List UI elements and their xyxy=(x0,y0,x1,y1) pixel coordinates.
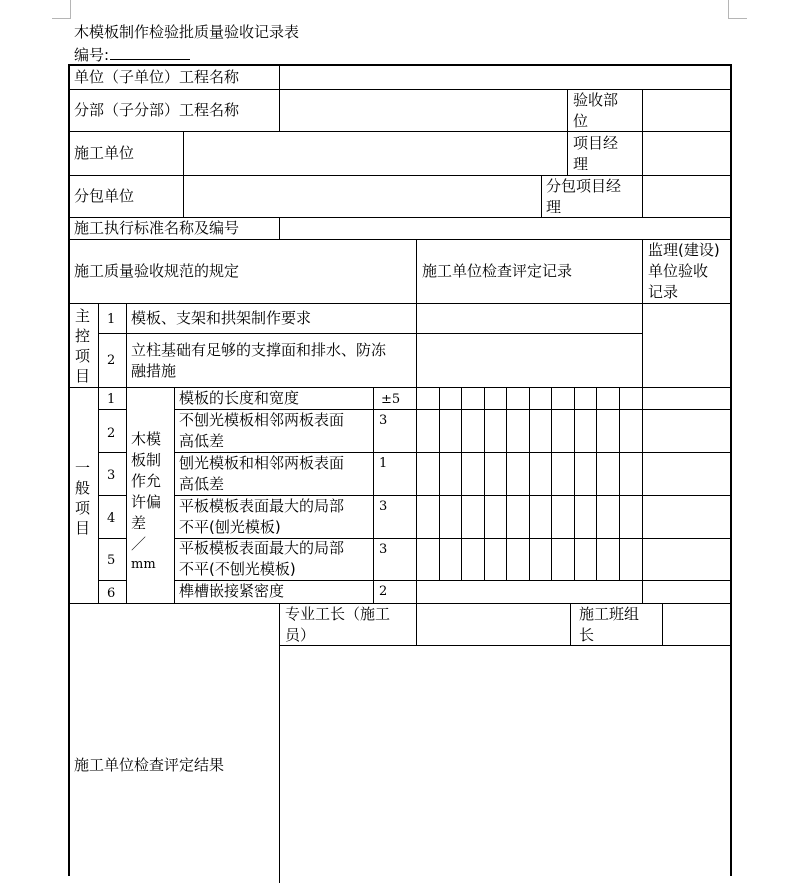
general-item-text-line1: 刨光模板和相邻两板表面 xyxy=(179,454,345,472)
general-item-number: 3 xyxy=(107,468,116,483)
general-item-number: 5 xyxy=(107,553,116,568)
foreman-value[interactable] xyxy=(417,604,570,645)
tolerance-group-label: ／ xyxy=(131,535,147,553)
main-items-label-char: 项 xyxy=(75,347,91,365)
general-item-tolerance: 3 xyxy=(379,413,388,428)
general-item-tolerance: ±5 xyxy=(381,392,401,407)
general-items-label-char: 目 xyxy=(75,519,91,537)
general-items-label-char: 项 xyxy=(75,499,91,517)
tolerance-group-label: mm xyxy=(131,557,156,572)
main-item-text-line1: 立柱基础有足够的支撑面和排水、防冻 xyxy=(131,341,387,359)
spec-header: 施工质量验收规范的规定 xyxy=(74,262,240,280)
tolerance-group-label: 许偏 xyxy=(131,493,162,511)
check-result-label: 施工单位检查评定结果 xyxy=(74,756,225,774)
team-leader-value[interactable] xyxy=(663,604,730,645)
general-item-tolerance: 2 xyxy=(379,584,388,599)
general-items-check-grid[interactable] xyxy=(417,388,642,603)
unit-project-label: 单位（子单位）工程名称 xyxy=(74,68,240,86)
unit-project-value[interactable] xyxy=(280,66,730,89)
construction-unit-value[interactable] xyxy=(184,132,567,175)
division-project-value[interactable] xyxy=(280,90,567,131)
general-item-text-line1: 不刨光模板相邻两板表面 xyxy=(179,411,345,429)
general-item-number: 4 xyxy=(107,511,116,526)
main-item-check-cell[interactable] xyxy=(417,304,642,333)
check-result-value[interactable] xyxy=(280,646,730,876)
acceptance-dept-label-line1: 验收部 xyxy=(573,91,619,109)
team-leader-label-line2: 长 xyxy=(579,626,595,644)
inspection-record-table xyxy=(68,64,732,876)
main-item-number: 1 xyxy=(107,312,116,327)
main-item-text: 模板、支架和拱架制作要求 xyxy=(131,309,312,327)
project-manager-label-line2: 理 xyxy=(573,155,589,173)
construction-unit-label: 施工单位 xyxy=(74,144,135,162)
main-item-text-line2: 融措施 xyxy=(131,362,177,380)
main-items-supervision-cell[interactable] xyxy=(643,304,730,387)
subcontract-unit-value[interactable] xyxy=(184,176,541,217)
general-item-text-line2: 高低差 xyxy=(179,475,225,493)
tolerance-group-label: 木模 xyxy=(131,430,162,448)
document-number-field[interactable] xyxy=(110,45,190,60)
tolerance-group-label: 板制 xyxy=(131,451,162,469)
foreman-label-line1: 专业工长（施工 xyxy=(285,605,391,623)
tolerance-group-label: 作允 xyxy=(131,472,162,490)
tolerance-group-label: 差 xyxy=(131,514,147,532)
document-title: 木模板制作检验批质量验收记录表 xyxy=(74,23,300,41)
general-item-text-line1: 平板模板表面最大的局部 xyxy=(179,539,345,557)
general-items-supervision-cell[interactable] xyxy=(643,388,730,603)
foreman-label-line2: 员） xyxy=(285,626,316,644)
general-item-text: 模板的长度和宽度 xyxy=(179,389,300,407)
acceptance-dept-value[interactable] xyxy=(643,90,730,131)
main-items-label-char: 控 xyxy=(75,327,91,345)
general-item-text-line2: 不平(刨光模板) xyxy=(179,518,281,536)
acceptance-dept-label-line2: 位 xyxy=(573,112,589,130)
main-items-label-char: 主 xyxy=(75,307,91,325)
general-item-tolerance: 3 xyxy=(379,499,388,514)
general-item-tolerance: 1 xyxy=(379,456,388,471)
check-record-header: 施工单位检查评定记录 xyxy=(422,262,573,280)
general-item-text: 榫槽嵌接紧密度 xyxy=(179,582,285,600)
general-item-text-line2: 不平(不刨光模板) xyxy=(179,560,296,578)
main-item-number: 2 xyxy=(107,353,116,368)
division-project-label: 分部（子分部）工程名称 xyxy=(74,101,240,119)
general-item-text-line2: 高低差 xyxy=(179,432,225,450)
project-manager-value[interactable] xyxy=(643,132,730,175)
standard-value[interactable] xyxy=(280,218,730,239)
page-corner-mark-right xyxy=(728,0,747,19)
standard-label: 施工执行标准名称及编号 xyxy=(74,219,240,237)
general-items-label-char: 般 xyxy=(75,479,91,497)
general-item-tolerance: 3 xyxy=(379,542,388,557)
sub-manager-label-line1: 分包项目经 xyxy=(546,177,622,195)
page-corner-mark-left xyxy=(52,0,71,19)
supervision-header-line3: 记录 xyxy=(648,283,679,301)
sub-manager-value[interactable] xyxy=(643,176,730,217)
supervision-header-line2: 单位验收 xyxy=(648,262,709,280)
general-item-number: 1 xyxy=(107,392,116,407)
general-item-text-line1: 平板模板表面最大的局部 xyxy=(179,497,345,515)
general-items-label-char: 一 xyxy=(75,459,91,477)
main-item-check-cell[interactable] xyxy=(417,334,642,387)
subcontract-unit-label: 分包单位 xyxy=(74,187,135,205)
team-leader-label-line1: 施工班组 xyxy=(579,605,640,623)
main-items-label-char: 目 xyxy=(75,367,91,385)
general-item-number: 2 xyxy=(107,426,116,441)
document-number-label: 编号: xyxy=(74,46,110,64)
project-manager-label-line1: 项目经 xyxy=(573,134,619,152)
document-number xyxy=(74,45,190,65)
supervision-header-line1: 监理(建设) xyxy=(648,241,720,259)
sub-manager-label-line2: 理 xyxy=(546,198,562,216)
general-item-number: 6 xyxy=(107,586,116,601)
